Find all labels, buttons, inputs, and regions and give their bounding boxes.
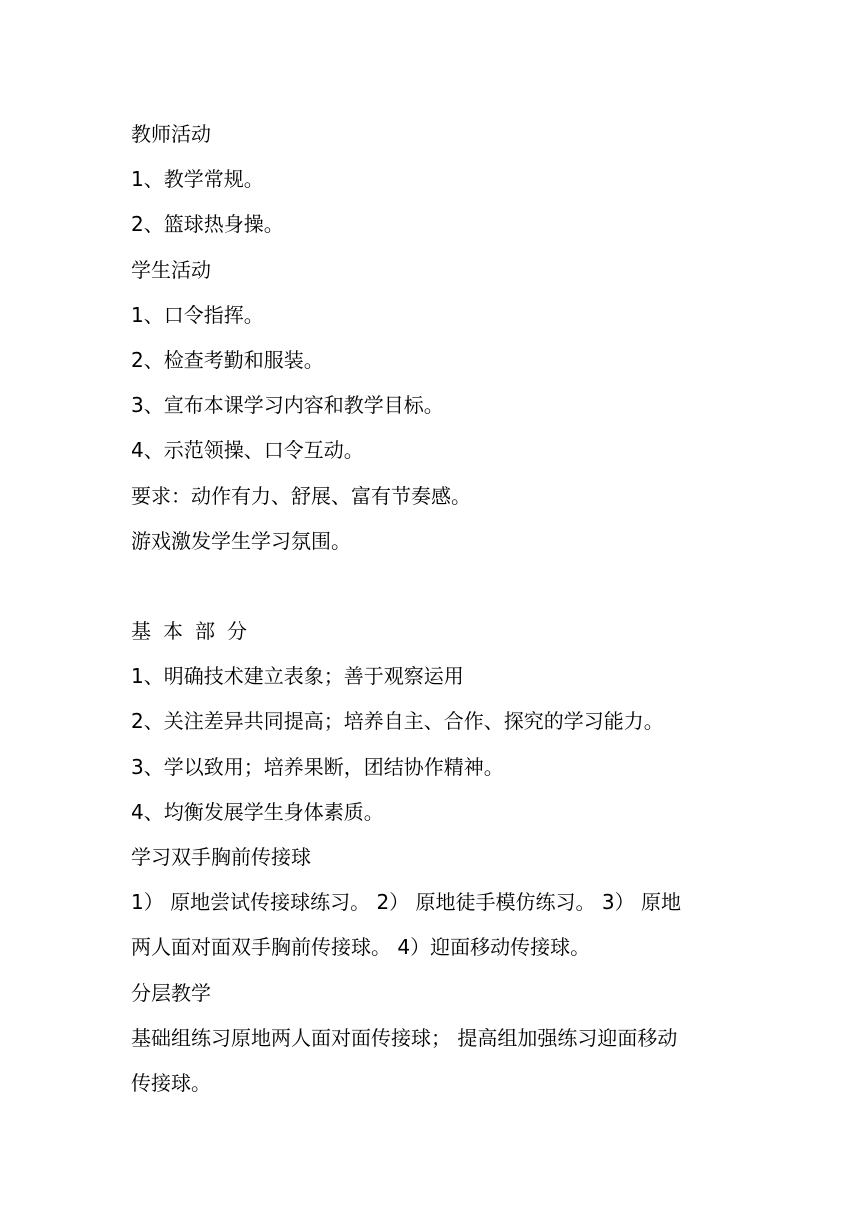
- document-page: [131, 112, 741, 1106]
- basic-item-2: 2、关注差异共同提高；培养自主、合作、探究的学习能力。: [131, 709, 664, 734]
- layered-teaching-line-2: 传接球。: [131, 1070, 211, 1095]
- basic-part-heading: 基本部分: [131, 619, 259, 644]
- teacher-item-1: 1、教学常规。: [131, 167, 264, 192]
- layered-teaching-heading: 分层教学: [131, 980, 211, 1005]
- game-note-text: 游戏激发学生学习氛围。: [131, 528, 351, 553]
- student-activity-heading: 学生活动: [131, 257, 211, 282]
- basic-item-1: 1、明确技术建立表象；善于观察运用: [131, 664, 464, 689]
- blank-line: [131, 564, 741, 609]
- student-item-1: 1、口令指挥。: [131, 302, 264, 327]
- learn-pass-heading: 学习双手胸前传接球: [131, 845, 311, 869]
- teacher-activity-heading: 教师活动: [131, 122, 211, 146]
- student-item-2: 2、检查考勤和服装。: [131, 347, 324, 372]
- learn-steps-line-1: 1） 原地尝试传接球练习。 2） 原地徒手模仿练习。 3） 原地: [131, 890, 681, 915]
- student-item-3: 3、宣布本课学习内容和教学目标。: [131, 393, 444, 418]
- teacher-item-2: 2、篮球热身操。: [131, 212, 284, 237]
- basic-item-4: 4、均衡发展学生身体素质。: [131, 799, 384, 824]
- layered-teaching-line-1: 基础组练习原地两人面对面传接球； 提高组加强练习迎面移动: [131, 1025, 678, 1050]
- basic-item-3: 3、学以致用；培养果断，团结协作精神。: [131, 754, 504, 779]
- student-item-4: 4、示范领操、口令互动。: [131, 438, 364, 463]
- learn-steps-line-2: 两人面对面双手胸前传接球。 4）迎面移动传接球。: [131, 935, 591, 960]
- requirement-text: 要求：动作有力、舒展、富有节奏感。: [131, 483, 471, 508]
